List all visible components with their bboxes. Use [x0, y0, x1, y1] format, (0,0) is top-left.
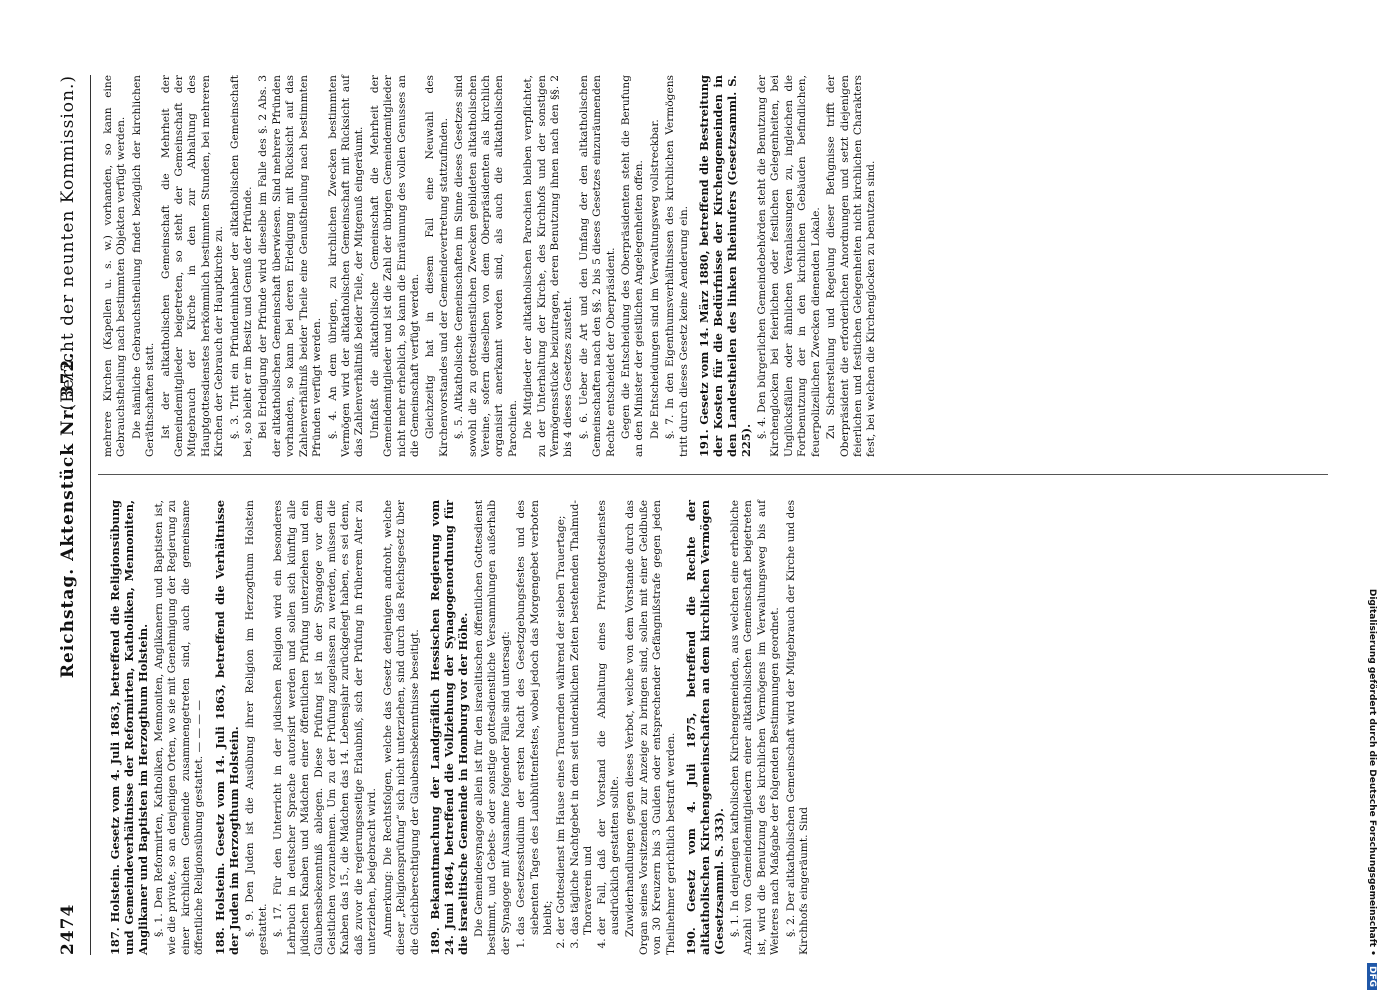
paragraph: §. 2. Der altkatholischen Gemeinschaft wird der Mitgebrauch der Kirche und des Kirchhofs eingeräumt. Sind — [784, 500, 811, 955]
header-rule — [90, 75, 91, 955]
paragraph: Die nämliche Gebrauchstheilung findet bezüglich der kirchlichen Geräthschaften statt. — [130, 75, 157, 457]
dfg-logo: DFG — [1367, 963, 1377, 990]
paragraph: mehrere Kirchen (Kapellen u. s. w.) vorhanden, so kann eine Gebrauchstheilung nach bestimmten Objekten verfügt werden. — [102, 75, 128, 457]
paragraph: Gegen die Entscheidung des Oberpräsidenten steht die Berufung an den Minister der geistlichen Angelegenheiten offen. — [620, 75, 646, 457]
paragraph: Anmerkung: Die Rechtsfolgen, welche das Gesetz denjenigen androht, welche dieser „Religionsprüfung“ sich nicht unterziehen, sind durch das Reichsgesetz über die Gleichberechtigung der Glaubensbekenntnisse beseitigt. — [381, 500, 421, 955]
paragraph: Bei Erledigung der Pfründe wird dieselbe im Falle des §. 2 Abs. 3 der altkatholischen Gemeinschaft überwiesen. Sind mehrere Pfründen vorhanden, so kann bei deren Erledigung mit Rücksicht auf das Zahlenverhältniß beider Theile eine Genußtheilung nach bestimmten Pfründen verfügt werden. — [257, 75, 324, 457]
paragraph: Die Entscheidungen sind im Verwaltungsweg vollstreckbar. — [648, 119, 661, 439]
paragraph: §. 17. Für den Unterricht in der jüdischen Religion wird ein besonderes Lehrbuch in deutscher Sprache autorisirt werden und sollen sich künftig alle jüdischen Knaben und Mädchen einer öffentlichen Prüfung unterziehen und ein Glaubensbekenntniß ablegen. Diese Prüfung ist in der Synagoge vor dem Geistlichen vorzunehmen. Um zu der Prüfung zugelassen zu werden, müssen die Knaben das 15., die Mädchen das 14. Lebensjahr zurückgelegt haben, es sei denn, daß zuvor die regierungsseitige Erlaubniß, sich der Prüfung in früherem Alter zu unterziehen, beigebracht wird. — [272, 500, 379, 955]
column-separator — [98, 474, 1328, 475]
page-number: 2474 — [58, 903, 78, 955]
running-title: Reichstag. Aktenstück Nr. 372. — [58, 351, 78, 679]
credit-text: Digitalisierung gefördert durch die Deutsche Forschungsgemeinschaft • — [1367, 588, 1377, 956]
section-heading: 191. Gesetz vom 14. März 1880, betreffend die Bestreitung der Kosten für die Bedürfnisse der Kirchengemeinden in den Landestheilen des linken Rheinufers (Gesetzsamml. S. 225). — [697, 75, 754, 457]
paragraph: Die Mitglieder der altkatholischen Parochien bleiben verpflichtet, zu der Unterhaltung der Kirche, des Kirchhofs und der sonstigen Vermögensstücke beizutragen, deren Benutzung ihnen nach den §§. 2 bis 4 dieses Gesetzes zusteht. — [522, 75, 575, 457]
paragraph: Zu Sicherstellung und Regelung dieser Befugnisse trifft der Oberpräsident die erforderlichen Anordnungen und setzt diejenigen feierlichen und festlichen Gelegenheiten nicht kirchlichen Charakters fest, bei welchen die Kirchenglocken zu benutzen sind. — [825, 75, 878, 457]
list-item: 1. das Gesetzesstudium der ersten Nacht des Gesetzgebungsfestes und des siebenten Tages des Laubhüttenfestes, wobei jedoch das Morgengebet verboten bleibt; — [515, 500, 555, 935]
paragraph: Gleichzeitig hat in diesem Fall eine Neuwahl des Kirchenvorstandes und der Gemeindevertretung stattzufinden. — [424, 75, 450, 457]
document-page — [50, 75, 1340, 955]
paragraph: Umfaßt die altkatholische Gemeinschaft die Mehrheit der Gemeindemitglieder und ist die Zahl der übrigen Gemeindemitglieder nicht mehr erheblich, so kann die Einräumung des vollen Genusses an die Gemeinschaft verfügt werden. — [368, 75, 421, 457]
page-header — [50, 75, 90, 955]
paragraph: Die Gemeindesynagoge allein ist für den israelitischen öffentlichen Gottesdienst bestimmt, und Gebets- oder sonstige gottesdienstliche Versammlungen außerhalb der Synagoge mit Ausnahme folgender Fälle sind untersagt: — [472, 500, 512, 955]
section-heading: 188. Holstein. Gesetz vom 14. Juli 1863, betreffend die Verhältnisse der Juden im Herzogthum Holstein. — [212, 500, 241, 955]
report-title: (Bericht der neunten Kommission.) — [58, 75, 78, 411]
right-column — [102, 75, 881, 457]
paragraph: §. 4. An dem übrigen, zu kirchlichen Zwecken bestimmten Vermögen wird der altkatholischen Gemeinschaft mit Rücksicht auf das Zahlenverhältniß beider Teile, der Mitgenuß eingeräumt. — [326, 75, 366, 457]
paragraph: §. 9. Den Juden ist die Ausübung ihrer Religion im Herzogthum Holstein gestattet. — [243, 500, 270, 955]
paragraph: Ist der altkatholischen Gemeinschaft die Mehrheit der Gemeindemitglieder beigetreten, so steht der Gemeinschaft der Mitgebrauch der Kirche in den zur Abhaltung des Hauptgottesdienstes herkömmlich bestimmten Stunden, bei mehreren Kirchen der Gebrauch der Hauptkirche zu. — [159, 75, 226, 457]
sidebar-credit — [1363, 10, 1377, 990]
section-heading: 189. Bekanntmachung der Landgräflich Hessischen Regierung vom 24. Juni 1864, betreffend die Vollziehung der Synagogenordnung für die israelitische Gemeinde in Homburg vor der Höhe. — [427, 500, 470, 955]
paragraph: §. 5. Altkatholische Gemeinschaften im Sinne dieses Gesetzes sind sowohl die zu gottesdienstlichen Zwecken gebildeten altkatholischen Vereine, sofern dieselben von dem Oberpräsidenten als kirchlich organisirt anerkannt worden sind, als auch die altkatholischen Parochien. — [453, 75, 519, 457]
list-item: 2. der Gottesdienst im Hause eines Trauernden während der sieben Trauertage; — [555, 500, 568, 935]
left-column — [102, 500, 813, 955]
paragraph: §. 4. Den bürgerlichen Gemeindebehörden steht die Benutzung der Kirchenglocken bei feierlichen oder festlichen Gelegenheiten, bei Unglücksfällen oder ähnlichen Veranlassungen zu, ingleichen die Fortbenutzung der in den kirchlichen Gebäuden befindlichen, feuerpolizeilichen Zwecken dienenden Lokale. — [756, 75, 822, 457]
list-item: 3. das tägliche Nachtgebet in dem seit undenklichen Zeiten bestehenden Thalmud-Thoraverein und — [569, 500, 596, 935]
numbered-list — [515, 500, 622, 955]
paragraph: §. 3. Tritt ein Pfründeninhaber der altkatholischen Gemeinschaft bei, so bleibt er im Besitz und Genuß der Pfründe. — [228, 75, 255, 457]
list-item: 4. der Fall, daß der Vorstand die Abhaltung eines Privatgottesdienstes ausdrücklich gestatten sollte. — [596, 500, 623, 935]
paragraph: Zuwiderhandlungen gegen dieses Verbot, welche von dem Vorstande durch das Organ seines Vorsitzenden zur Anzeige zu bringen sind, sollen mit einer Geldbuße von 30 Kreuzern bis 3 Gulden oder entsprechender Gefängnißstrafe gegen jeden Theilnehmer gerichtlich bestraft werden. — [624, 500, 677, 955]
section-heading: 187. Holstein. Gesetz vom 4. Juli 1863, betreffend die Religionsübung und Gemeindeverhältnisse der Reformirten, Katholiken, Mennoniten, Anglikaner und Baptisten im Herzogthum Holstein. — [108, 500, 150, 955]
paragraph: §. 7. In den Eigenthumsverhältnissen des kirchlichen Vermögens tritt durch dieses Gesetz keine Aenderung ein. — [664, 75, 690, 457]
paragraph: §. 1. In denjenigen katholischen Kirchengemeinden, aus welchen eine erhebliche Anzahl von Gemeindemitgliedern einer altkatholischen Gemeinschaft beigetreten ist, wird die Benutzung des kirchlichen Vermögens im Verwaltungsweg bis auf Weiteres nach Maßgabe der folgenden Bestimmungen geordnet. — [729, 500, 782, 955]
paragraph: §. 1. Den Reformirten, Katholiken, Mennoniten, Anglikanern und Baptisten ist, wie die private, so an denjenigen Orten, wo sie mit Genehmigung der Regierung zu einer kirchlichen Gemeinde zusammengetreten sind, auch die gemeinsame öffentliche Religionsübung gestattet. — — — — — [153, 500, 206, 955]
section-heading: 190. Gesetz vom 4. Juli 1875, betreffend die Rechte der altkatholischen Kirchengemeinschaften an dem kirchlichen Vermögen (Gesetzsamml. S. 333). — [684, 500, 726, 955]
paragraph: §. 6. Ueber die Art und den Umfang der den altkatholischen Gemeinschaften nach den §§. 2 bis 5 dieses Gesetzes einzuräumenden Rechte entscheidet der Oberpräsident. — [577, 75, 617, 457]
